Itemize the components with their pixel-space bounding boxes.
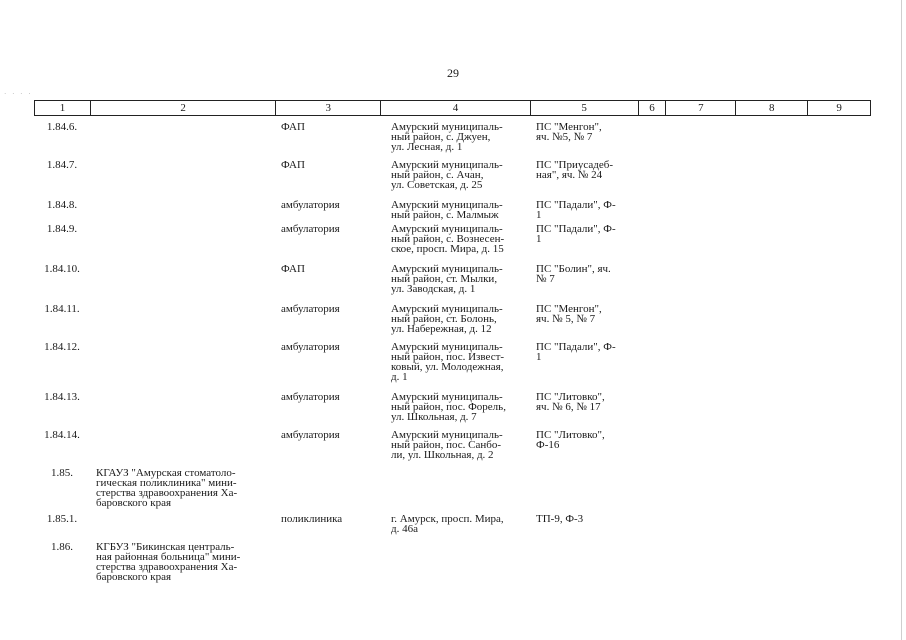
substation-line: ная", яч. № 24 [536, 169, 603, 181]
empty-cell [737, 430, 809, 468]
facility-name [90, 392, 276, 430]
address-line: Амурский муниципаль- [391, 429, 503, 441]
table-row [34, 542, 871, 592]
substation-line: ПС "Менгон", [536, 303, 602, 315]
facility-address [381, 200, 531, 224]
address-line: ный район, с. Малмыж [391, 209, 499, 221]
power-substation [531, 430, 639, 468]
empty-cell [737, 342, 809, 392]
address-line: Амурский муниципаль- [391, 263, 503, 275]
page-edge-line [901, 0, 902, 640]
substation-line: яч. №5, № 7 [536, 131, 593, 143]
facility-address [381, 122, 531, 160]
empty-cell [809, 514, 871, 542]
empty-cell [809, 224, 871, 264]
address-line: ул. Советская, д. 25 [391, 179, 483, 191]
table-row [34, 304, 871, 342]
facility-type: амбулатория [281, 429, 340, 441]
facility-name [90, 160, 276, 200]
table-row [34, 430, 871, 468]
empty-cell [639, 542, 667, 592]
address-line: ли, ул. Школьная, д. 2 [391, 449, 494, 461]
address-line: ковый, ул. Молодежная, [391, 361, 504, 373]
row-number: 1.85.1. [46, 513, 78, 525]
empty-cell [737, 542, 809, 592]
header-col-8: 8 [736, 101, 808, 115]
power-substation [531, 224, 639, 264]
address-line: ул. Заводская, д. 1 [391, 283, 476, 295]
power-substation [531, 160, 639, 200]
power-substation [531, 264, 639, 304]
facility-name [90, 468, 276, 514]
address-line: ный район, с. Вознесен- [391, 233, 505, 245]
address-line: Амурский муниципаль- [391, 341, 503, 353]
address-line: ный район, ст. Мылки, [391, 273, 498, 285]
table-row [34, 342, 871, 392]
power-substation [531, 200, 639, 224]
address-line: ул. Школьная, д. 7 [391, 411, 477, 423]
empty-cell [737, 264, 809, 304]
facility-name-line: КГБУЗ "Бикинская централь- [96, 541, 235, 553]
table-row [34, 200, 871, 224]
power-substation [531, 304, 639, 342]
header-col-7: 7 [666, 101, 736, 115]
empty-cell [809, 430, 871, 468]
facility-address [381, 468, 531, 514]
header-col-2: 2 [91, 101, 277, 115]
substation-line: ПС "Болин", яч. [536, 263, 611, 275]
facility-type: амбулатория [281, 391, 340, 403]
power-substation [531, 542, 639, 592]
empty-cell [667, 542, 737, 592]
facility-address [381, 160, 531, 200]
substation-line: ПС "Падали", Ф- [536, 199, 616, 211]
header-col-9: 9 [836, 102, 842, 114]
empty-cell [639, 304, 667, 342]
facility-type: поликлиника [281, 513, 343, 525]
facility-type [276, 542, 381, 592]
empty-cell [809, 468, 871, 514]
table-body [34, 122, 871, 592]
page-number: 29 [447, 66, 459, 80]
table-row [34, 514, 871, 542]
empty-cell [667, 304, 737, 342]
empty-cell [639, 392, 667, 430]
row-number: 1.86. [51, 541, 73, 553]
table-row [34, 224, 871, 264]
facility-type: амбулатория [281, 303, 340, 315]
substation-line: ПС "Падали", Ф- [536, 341, 616, 353]
facility-type: ФАП [281, 159, 305, 171]
empty-cell [639, 122, 667, 160]
substation-line: ПС "Приусадеб- [536, 159, 613, 171]
address-line: д. 46а [391, 523, 418, 535]
empty-cell [737, 392, 809, 430]
header-col-1: 1 [35, 101, 91, 115]
substation-line: 1 [536, 233, 542, 245]
empty-cell [667, 122, 737, 160]
facility-name [90, 542, 276, 592]
substation-line: ПС "Менгон", [536, 121, 602, 133]
empty-cell [737, 200, 809, 224]
substation-line: ПС "Литовко", [536, 391, 605, 403]
substation-line: 1 [536, 209, 542, 221]
table-row [34, 264, 871, 304]
table-row [34, 160, 871, 200]
address-line: Амурский муниципаль- [391, 223, 503, 235]
facility-address [381, 264, 531, 304]
facility-name [90, 200, 276, 224]
empty-cell [639, 514, 667, 542]
facility-name [90, 224, 276, 264]
facility-name [90, 342, 276, 392]
row-number: 1.84.9. [46, 223, 78, 235]
address-line: Амурский муниципаль- [391, 121, 503, 133]
empty-cell [639, 160, 667, 200]
address-line: Амурский муниципаль- [391, 159, 503, 171]
scan-artifacts: · · · · [4, 90, 33, 98]
empty-cell [639, 264, 667, 304]
address-line: ул. Набережная, д. 12 [391, 323, 492, 335]
empty-cell [667, 160, 737, 200]
facility-address [381, 224, 531, 264]
empty-cell [667, 514, 737, 542]
facility-name-line: стерства здравоохранения Ха- [96, 561, 238, 573]
empty-cell [809, 304, 871, 342]
empty-cell [639, 224, 667, 264]
facility-name-line: гическая поликлиника" мини- [96, 477, 237, 489]
empty-cell [737, 304, 809, 342]
address-line: г. Амурск, просп. Мира, [391, 513, 504, 525]
table-row [34, 468, 871, 514]
empty-cell [809, 392, 871, 430]
table-row [34, 122, 871, 160]
facility-name-line: КГАУЗ "Амурская стоматоло- [96, 467, 236, 479]
row-number: 1.85. [51, 467, 73, 479]
empty-cell [639, 468, 667, 514]
row-number: 1.84.14. [44, 429, 80, 441]
substation-line: яч. № 6, № 17 [536, 401, 601, 413]
facility-type: амбулатория [281, 341, 340, 353]
facility-address [381, 304, 531, 342]
empty-cell [737, 468, 809, 514]
header-col-4: 4 [381, 101, 531, 115]
table-row [34, 392, 871, 430]
power-substation [531, 342, 639, 392]
substation-line: ПС "Литовко", [536, 429, 605, 441]
row-number: 1.84.7. [46, 159, 78, 171]
row-number: 1.84.8. [46, 199, 78, 211]
substation-line: ПС "Падали", Ф- [536, 223, 616, 235]
header-col-6: 6 [639, 101, 667, 115]
row-number: 1.84.12. [44, 341, 80, 353]
empty-cell [667, 392, 737, 430]
facility-name-line: стерства здравоохранения Ха- [96, 487, 238, 499]
address-line: ный район, пос. Санбо- [391, 439, 501, 451]
empty-cell [667, 468, 737, 514]
address-line: д. 1 [391, 371, 408, 383]
empty-cell [737, 514, 809, 542]
empty-cell [737, 160, 809, 200]
empty-cell [667, 430, 737, 468]
facility-name [90, 430, 276, 468]
power-substation [531, 468, 639, 514]
address-line: ул. Лесная, д. 1 [391, 141, 463, 153]
empty-cell [667, 200, 737, 224]
facility-type: ФАП [281, 263, 305, 275]
facility-name [90, 304, 276, 342]
facility-name-line: баровского края [96, 497, 172, 509]
facility-name-line: ная районная больница" мини- [96, 551, 241, 563]
facility-type [276, 468, 381, 514]
facility-address [381, 542, 531, 592]
facility-address [381, 514, 531, 542]
facility-address [381, 430, 531, 468]
empty-cell [809, 264, 871, 304]
address-line: ный район, с. Ачан, [391, 169, 484, 181]
header-col-3: 3 [276, 101, 381, 115]
facility-address [381, 392, 531, 430]
facility-name [90, 122, 276, 160]
empty-cell [737, 224, 809, 264]
empty-cell [809, 160, 871, 200]
facility-name [90, 514, 276, 542]
empty-cell [667, 264, 737, 304]
row-number: 1.84.11. [44, 303, 80, 315]
address-line: Амурский муниципаль- [391, 199, 503, 211]
address-line: Амурский муниципаль- [391, 391, 503, 403]
facility-type: ФАП [281, 121, 305, 133]
empty-cell [667, 342, 737, 392]
row-number: 1.84.13. [44, 391, 80, 403]
address-line: ское, просп. Мира, д. 15 [391, 243, 504, 255]
facility-name-line: баровского края [96, 571, 172, 583]
facility-type: амбулатория [281, 199, 340, 211]
empty-cell [737, 122, 809, 160]
power-substation [531, 514, 639, 542]
address-line: ный район, ст. Болонь, [391, 313, 497, 325]
substation-line: яч. № 5, № 7 [536, 313, 596, 325]
facility-address [381, 342, 531, 392]
power-substation [531, 122, 639, 160]
empty-cell [809, 122, 871, 160]
substation-line: ТП-9, Ф-3 [536, 513, 584, 525]
table-header [34, 100, 871, 116]
address-line: ный район, пос. Извест- [391, 351, 505, 363]
address-line: Амурский муниципаль- [391, 303, 503, 315]
empty-cell [639, 430, 667, 468]
substation-line: № 7 [536, 273, 555, 285]
power-substation [531, 392, 639, 430]
substation-line: Ф-16 [536, 439, 560, 451]
empty-cell [639, 342, 667, 392]
address-line: ный район, пос. Форель, [391, 401, 506, 413]
empty-cell [667, 224, 737, 264]
empty-cell [809, 342, 871, 392]
empty-cell [809, 542, 871, 592]
address-line: ный район, с. Джуен, [391, 131, 491, 143]
header-col-5: 5 [531, 101, 639, 115]
substation-line: 1 [536, 351, 542, 363]
empty-cell [639, 200, 667, 224]
row-number: 1.84.10. [44, 263, 80, 275]
row-number: 1.84.6. [46, 121, 78, 133]
empty-cell [809, 200, 871, 224]
facility-type: амбулатория [281, 223, 340, 235]
facility-name [90, 264, 276, 304]
